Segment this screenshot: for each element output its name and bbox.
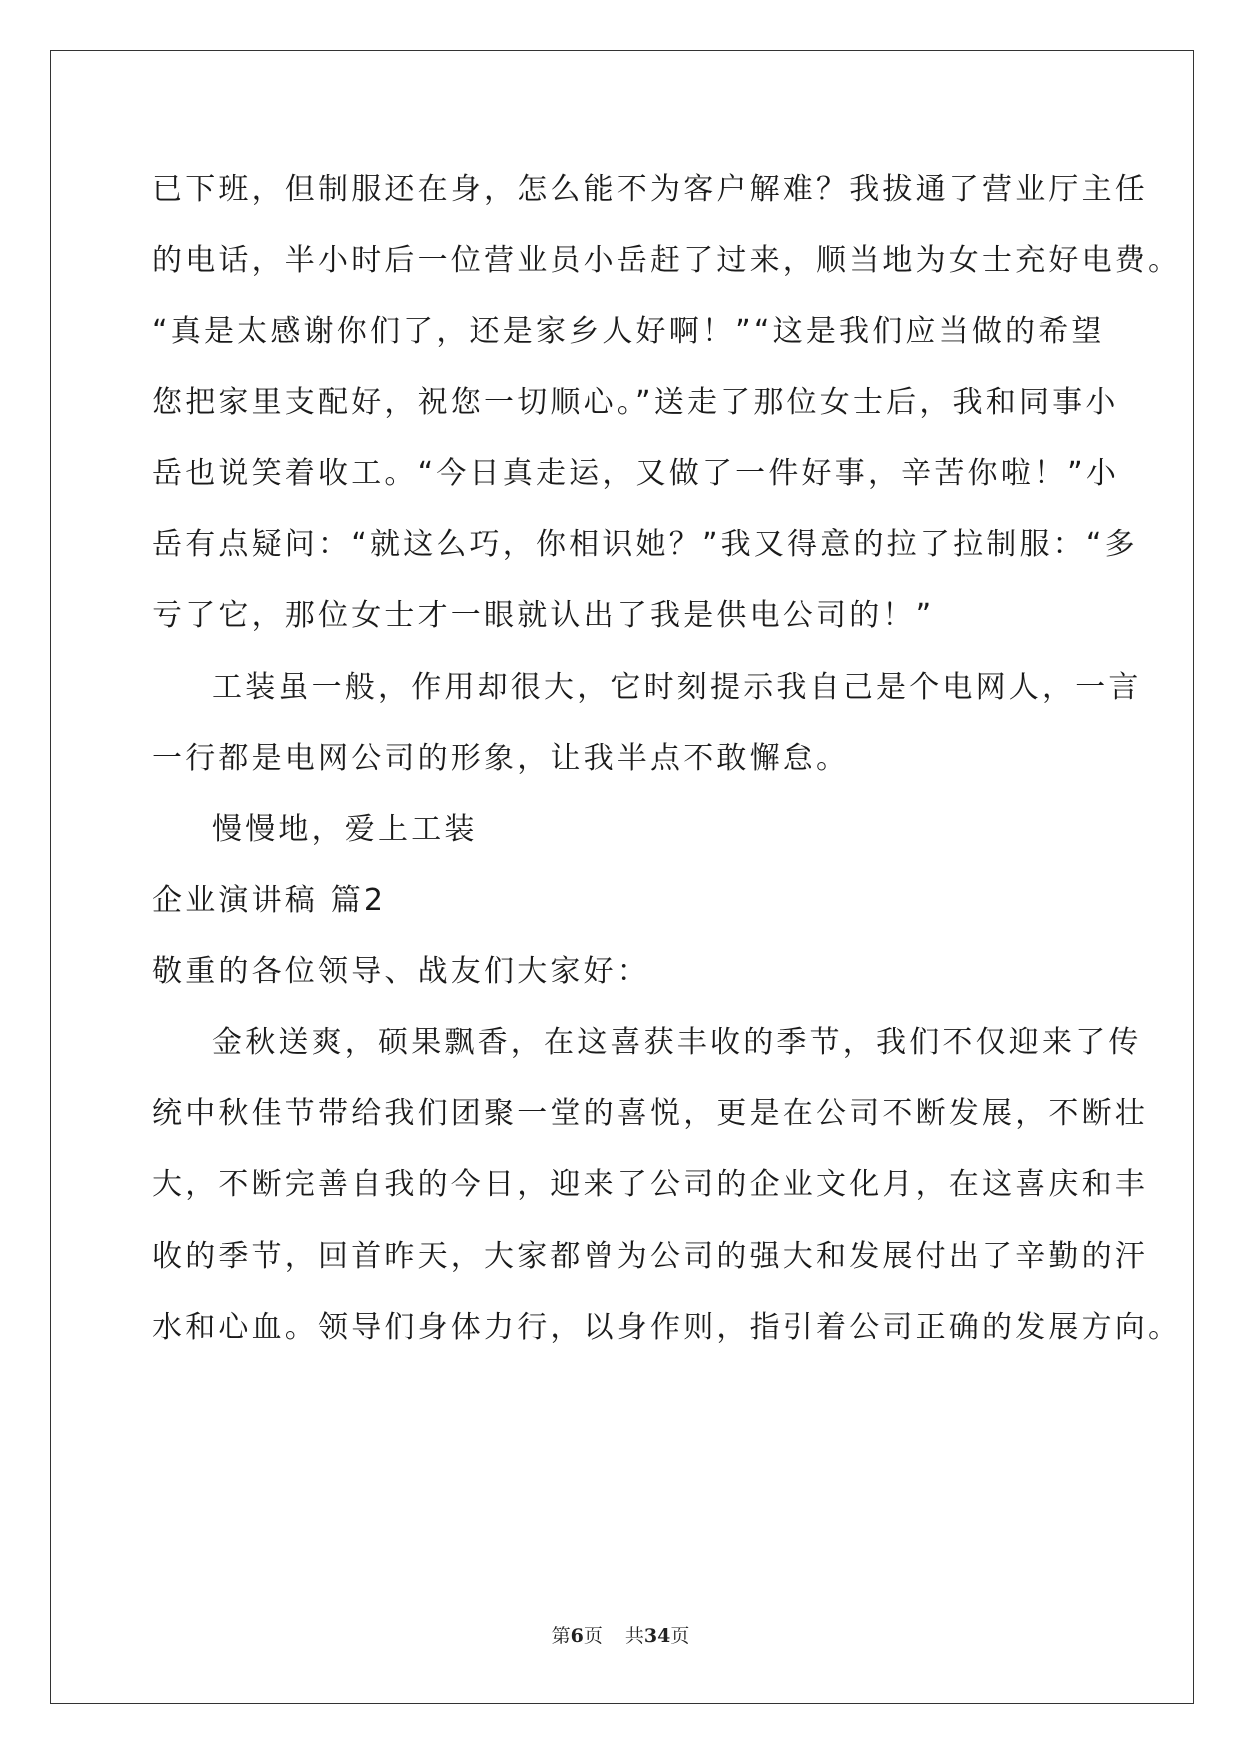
paragraph-line: 一行都是电网公司的形象，让我半点不敢懈怠。 bbox=[152, 741, 850, 776]
paragraph-line: 水和心血。领导们身体力行，以身作则，指引着公司正确的发展方向。 bbox=[152, 1310, 1182, 1345]
article-title: 企业演讲稿 篇2 bbox=[152, 883, 387, 918]
page-border bbox=[50, 50, 1194, 1704]
paragraph-line: 大，不断完善自我的今日，迎来了公司的企业文化月，在这喜庆和丰 bbox=[152, 1167, 1148, 1202]
paragraph-line: 的电话，半小时后一位营业员小岳赶了过来，顺当地为女士充好电费。 bbox=[152, 243, 1182, 278]
total-pages: 34 bbox=[643, 1625, 671, 1647]
page-number: 6 bbox=[570, 1625, 584, 1647]
paragraph-line: 统中秋佳节带给我们团聚一堂的喜悦，更是在公司不断发展，不断壮 bbox=[152, 1096, 1148, 1131]
paragraph-line: 亏了它，那位女士才一眼就认出了我是供电公司的！” bbox=[152, 598, 935, 633]
total-suffix: 页 bbox=[670, 1625, 690, 1647]
paragraph-line: “真是太感谢你们了，还是家乡人好啊！”“这是我们应当做的希望 bbox=[152, 314, 1105, 349]
page-footer bbox=[0, 1624, 1241, 1648]
paragraph-line: 您把家里支配好，祝您一切顺心。”送走了那位女士后，我和同事小 bbox=[152, 385, 1119, 420]
page-prefix: 第 bbox=[551, 1625, 571, 1647]
paragraph-line: 收的季节，回首昨天，大家都曾为公司的强大和发展付出了辛勤的汗 bbox=[152, 1239, 1148, 1274]
paragraph-line: 岳也说笑着收工。“今日真走运，又做了一件好事，辛苦你啦！”小 bbox=[152, 456, 1120, 491]
paragraph-line: 岳有点疑问：“就这么巧，你相识她？”我又得意的拉了拉制服：“多 bbox=[152, 527, 1138, 562]
total-prefix: 共 bbox=[624, 1625, 644, 1647]
section-heading: 慢慢地，爱上工装 bbox=[212, 812, 478, 847]
salutation: 敬重的各位领导、战友们大家好： bbox=[152, 954, 650, 989]
paragraph-line: 金秋送爽，硕果飘香，在这喜获丰收的季节，我们不仅迎来了传 bbox=[212, 1025, 1142, 1060]
page-suffix: 页 bbox=[583, 1625, 603, 1647]
paragraph-line: 已下班，但制服还在身，怎么能不为客户解难？我拔通了营业厅主任 bbox=[152, 172, 1148, 207]
paragraph-line: 工装虽一般，作用却很大，它时刻提示我自己是个电网人，一言 bbox=[212, 670, 1142, 705]
